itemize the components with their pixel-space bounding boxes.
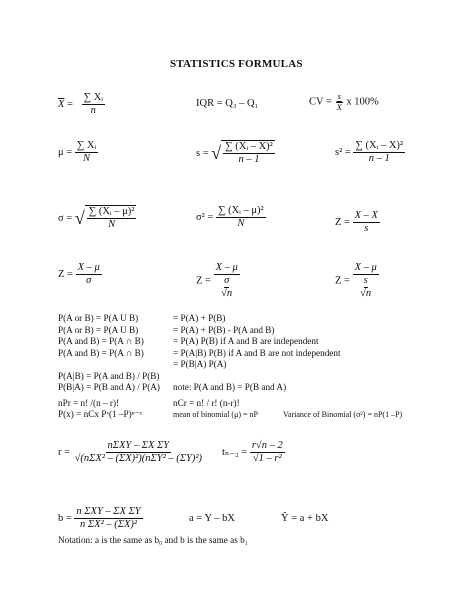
prob-left: P(A and B) = P(A ∩ B) (58, 347, 144, 358)
sample-mean-formula (58, 92, 105, 117)
prob-left: P(B|A) = P(B and A) / P(A) (58, 382, 160, 392)
intercept-formula: a = Y – bX (189, 513, 235, 524)
cv-denominator: X (336, 101, 342, 112)
z1-numerator: X – X (353, 210, 380, 223)
z3-denominator (219, 275, 234, 300)
r-numerator: nΣXY – ΣX ΣY (106, 440, 172, 453)
z2-denominator: σ (86, 275, 92, 287)
prob-line (58, 348, 341, 360)
z2-numerator: X – μ (76, 262, 102, 275)
equals-sign: = (67, 98, 73, 110)
sample-variance-formula (335, 140, 405, 165)
z2-fraction (76, 262, 102, 287)
iqr-formula: IQR = Q₃ – Q₁ (196, 98, 259, 109)
mean-fraction (82, 92, 105, 117)
mu-lhs: μ = (58, 146, 73, 158)
sigma2-lhs: σ² = (196, 211, 214, 223)
prob-line (58, 371, 341, 383)
population-variance-formula (196, 205, 266, 230)
prob-right: = P(A) + P(B) - P(A and B) (173, 324, 275, 335)
binomial-formula: P(x) = nCx Pˣ(1 –P)ⁿ⁻ˣ (58, 409, 143, 419)
slope-formula (58, 506, 143, 531)
s-lhs: s = (196, 147, 209, 159)
prob-left: P(A|B) = P(A and B) / P(B) (58, 370, 160, 381)
z4-fraction (353, 262, 379, 300)
s2-denominator: n – 1 (368, 153, 390, 165)
prob-line (58, 359, 341, 371)
prob-right: = P(A) P(B) if A and B are independent (173, 336, 319, 346)
sigma-lhs: σ = (58, 212, 73, 224)
mu-numerator: ∑ Xᵢ (75, 140, 98, 153)
s2-fraction (353, 140, 405, 165)
prob-right: note: P(A and B) = P(B and A) (173, 382, 287, 392)
r-fraction (73, 440, 204, 465)
t-lhs: tₙ₋₂ = (222, 446, 248, 458)
sigma-denominator: N (108, 219, 116, 231)
z1-denominator: s (364, 223, 369, 235)
b-lhs: b = (58, 512, 72, 524)
b-denominator: n ΣX² – (ΣX)² (80, 519, 138, 531)
probability-rules (58, 313, 341, 394)
s2-numerator: ∑ (Xᵢ – X)² (353, 140, 405, 153)
cv-numerator: s (337, 91, 341, 101)
b-fraction (74, 506, 142, 531)
notation-text: Notation: a is the same as b₀ and b is the same as b₁ (58, 535, 248, 545)
prob-right: = P(A|B) P(B) if A and B are not independent (173, 347, 341, 358)
b-numerator: n ΣXY – ΣX ΣY (74, 506, 142, 519)
s2-lhs: s² = (335, 146, 351, 158)
cv-tail: x 100% (346, 96, 379, 108)
t-denominator: √1 – r² (252, 453, 282, 465)
sample-sd-formula (196, 140, 275, 166)
z4-denominator (358, 275, 373, 300)
prob-right: = P(B|A) P(A) (173, 359, 227, 369)
z-score-mean-sigma-formula (196, 262, 240, 300)
sqrt-icon: √ (211, 143, 222, 164)
prob-line (58, 336, 341, 348)
z2-lhs: Z = (58, 268, 73, 280)
sigma2-fraction (216, 205, 266, 230)
sigma2-denominator: N (237, 218, 245, 230)
binomial-variance: Variance of Binomial (σ²) = nP(1 –P) (283, 410, 403, 419)
sqrt-icon: √ (74, 208, 85, 229)
cv-formula (309, 92, 379, 113)
t-fraction (250, 440, 285, 465)
z4-lhs: Z = (335, 275, 350, 287)
correlation-formula (58, 440, 204, 465)
binomial-mean: mean of binomial (μ) = nP (173, 410, 259, 419)
r-denominator: √(nΣX² – (ΣX)²)(nΣY² – (ΣY)²) (74, 453, 202, 465)
mu-fraction (75, 140, 98, 165)
z1-fraction (353, 210, 380, 235)
prediction-formula: Ŷ = a + bX (281, 513, 329, 524)
sigma-fraction (87, 206, 137, 231)
z1-lhs: Z = (335, 216, 350, 228)
prob-left: P(A or B) = P(A U B) (58, 324, 139, 335)
ncr-formula: nCr = n! / r! (n-r)! (173, 398, 240, 408)
z4-den-bot: √n (360, 288, 372, 300)
t-numerator: r√n – 2 (250, 440, 285, 453)
sigma-numerator: ∑ (Xᵢ – μ)² (87, 206, 137, 219)
r-lhs: r = (58, 446, 71, 458)
prob-line (58, 382, 341, 394)
z-score-population-formula (58, 262, 102, 287)
z-score-mean-s-formula (335, 262, 379, 300)
cv-fraction (335, 92, 344, 113)
z4-numerator: X – μ (353, 262, 379, 275)
mu-denominator: N (83, 153, 91, 165)
z3-den-bot: √n (221, 288, 233, 300)
prob-line (58, 325, 341, 337)
z-score-sample-formula (335, 210, 380, 235)
z3-den-top: σ (224, 275, 229, 288)
z3-numerator: X – μ (214, 262, 240, 275)
prob-right: = P(A) + P(B) (173, 313, 226, 323)
z3-fraction (214, 262, 240, 300)
s-denominator: n – 1 (238, 154, 260, 166)
population-sd-formula (58, 205, 136, 231)
prob-line (58, 313, 341, 325)
prob-left: P(A and B) = P(A ∩ B) (58, 336, 144, 346)
cv-lhs: CV = (309, 96, 332, 108)
prob-left: P(A or B) = P(A U B) (58, 313, 139, 323)
mean-denominator: n (90, 105, 96, 117)
npr-formula: nPr = n! /(n – r)! (58, 398, 120, 408)
mean-numerator: ∑ Xᵢ (83, 92, 104, 103)
z3-lhs: Z = (196, 275, 211, 287)
mean-lhs: $\overline{X}$ (58, 98, 65, 110)
population-mean-formula (58, 140, 98, 165)
page-title: STATISTICS FORMULAS (170, 58, 303, 70)
t-statistic-formula (222, 440, 285, 465)
s-fraction (223, 141, 275, 166)
sigma2-numerator: ∑ (Xᵢ – μ)² (216, 205, 266, 218)
z4-den-top: s (364, 275, 368, 288)
s-numerator: ∑ (Xᵢ – X)² (223, 141, 275, 154)
